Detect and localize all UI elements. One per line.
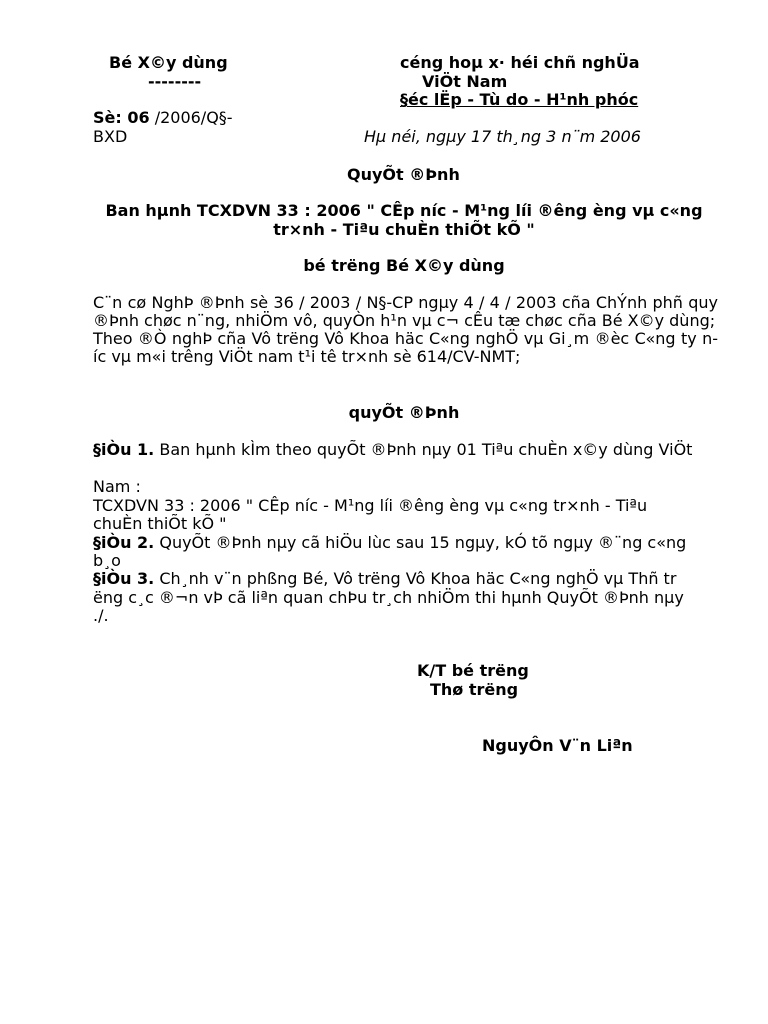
- ministry-name: Bé X©y dùng: [109, 53, 228, 72]
- basis-paragraph-2: Theo ®Ò nghÞ cña Vô trëng Vô Khoa häc C«ng nghÖ vµ Gi¸m ®èc C«ng ty níc vµ m«i trêng ViÖt nam t¹i tê tr×nh sè 614/CV-NMT;: [93, 329, 718, 366]
- document-type-title: QuyÕt ®Þnh: [347, 165, 460, 184]
- article-2-label: §iÒu 2.: [93, 533, 155, 552]
- signatory-name: NguyÔn V¨n Liªn: [482, 736, 633, 755]
- article-3-text: Ch¸nh v¨n phßng Bé, Vô trëng Vô Khoa häc C«ng nghÖ vµ Thñ tr: [154, 569, 677, 588]
- article-1-label: §iÒu 1.: [93, 440, 155, 459]
- document-number-code: /2006/Q§-: [149, 108, 233, 127]
- subject-line-1: Ban hµnh TCXDVN 33 : 2006 " CÊp níc - M¹ng líi ®êng èng vµ c«ng: [105, 201, 703, 220]
- article-2-line1: [93, 534, 686, 552]
- article-3-line2: ëng c¸c ®¬n vÞ cã liªn quan chÞu tr¸ch nhiÖm thi hµnh QuyÕt ®Þnh nµy: [93, 588, 684, 607]
- article-1-line3: TCXDVN 33 : 2006 " CÊp níc - M¹ng líi ®êng èng vµ c«ng tr×nh - Tiªu: [93, 496, 648, 515]
- subject-line-2: tr×nh - Tiªu chuÈn thiÕt kÕ ": [273, 220, 535, 239]
- ministry-divider: --------: [148, 72, 202, 91]
- article-3-line1: [93, 570, 676, 588]
- article-3-line3: ./.: [93, 606, 109, 625]
- national-motto: §éc lËp - Tù do - H¹nh phóc: [400, 90, 639, 109]
- document-number-suffix: BXD: [93, 127, 128, 146]
- republic-name-line2: ViÖt Nam: [422, 72, 508, 91]
- article-2-text: QuyÕt ®Þnh nµy cã hiÖu lùc sau 15 ngµy, kÓ tõ ngµy ®¨ng c«ng: [154, 533, 687, 552]
- republic-name-line1: céng hoµ x· héi chñ nghÜa: [400, 53, 640, 72]
- article-1-line2: Nam :: [93, 477, 141, 496]
- document-number-label: Sè: 06: [93, 108, 150, 127]
- place-date: Hµ néi, ngµy 17 th¸ng 3 n¨m 2006: [364, 127, 641, 146]
- article-3-label: §iÒu 3.: [93, 569, 155, 588]
- article-1-line1: [93, 441, 692, 459]
- legal-basis: [93, 294, 718, 366]
- article-1-text: Ban hµnh kÌm theo quyÕt ®Þnh nµy 01 Tiªu chuÈn x©y dùng ViÖt: [154, 440, 693, 459]
- issuing-authority: bé trëng Bé X©y dùng: [303, 256, 505, 275]
- decision-heading: quyÕt ®Þnh: [348, 403, 460, 422]
- signature-deputy-title: Thø trëng: [430, 680, 519, 699]
- article-2-line2: b¸o: [93, 551, 121, 570]
- basis-paragraph-1: C¨n cø NghÞ ®Þnh sè 36 / 2003 / N§-CP ngµy 4 / 4 / 2003 cña ChÝnh phñ quy ®Þnh chøc n¨ng, nhiÖm vô, quyÒn h¹n vµ c¬ cÊu tæ chøc cña Bé X©y dùng;: [93, 293, 718, 330]
- signature-kt: K/T bé trëng: [417, 661, 529, 680]
- article-1-line4: chuÈn thiÕt kÕ ": [93, 514, 227, 533]
- document-number: [93, 109, 233, 127]
